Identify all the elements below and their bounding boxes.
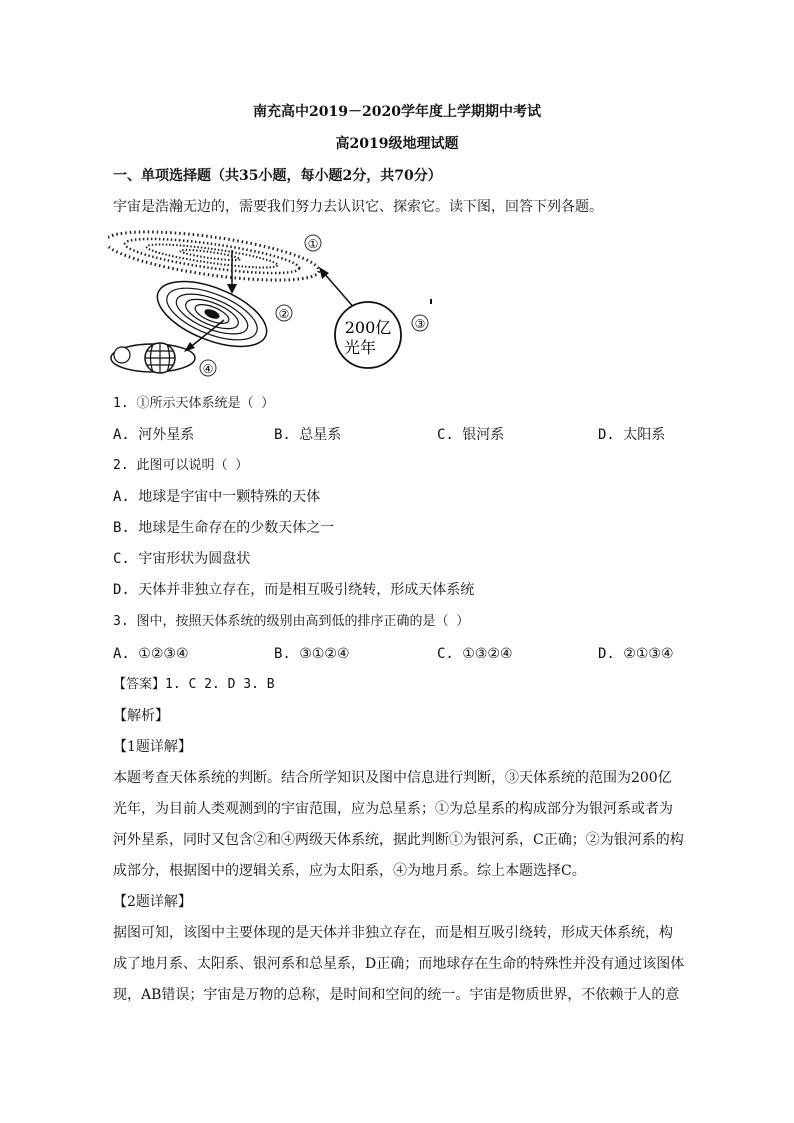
circle-text-line2: 光年: [343, 338, 377, 357]
analysis-label: 【解析】: [113, 708, 169, 724]
celestial-system-diagram: [108, 222, 438, 382]
q1-option-a: A. 河外星系: [113, 427, 195, 443]
q2-option-b: B. 地球是生命存在的少数天体之一: [113, 520, 335, 536]
q3-option-c: C. ①③②④: [437, 646, 513, 662]
detail-2-line-3: 现，AB错误；宇宙是万物的总称，是时间和空间的统一。宇宙是物质世界，不依赖于人的意: [113, 987, 680, 1003]
q1-option-c: C. 银河系: [437, 427, 505, 443]
q1-option-d: D. 太阳系: [598, 427, 666, 443]
detail-2-label: 【2题详解】: [113, 894, 192, 910]
detail-2-line-1: 据图可知，该图中主要体现的是天体并非独立存在，而是相互吸引绕转，形成天体系统，构: [113, 925, 673, 941]
label-1: ①: [307, 237, 319, 251]
q3-option-a: A. ①②③④: [113, 646, 189, 662]
circle-text-line1: 200亿: [344, 318, 392, 337]
label-2: ②: [278, 307, 290, 321]
detail-1-line-1: 本题考查天体系统的判断。结合所学知识及图中信息进行判断，③天体系统的范围为200亿: [113, 770, 672, 786]
detail-1-line-2: 光年，为目前人类观测到的宇宙范围，应为总星系；①为总星系的构成部分为银河系或者为: [113, 801, 673, 817]
question-3-stem: 3. 图中，按照天体系统的级别由高到低的排序正确的是（ ）: [113, 614, 470, 629]
answer-line: 【答案】1. C 2. D 3. B: [113, 677, 275, 692]
galaxy-ellipse: [108, 222, 322, 290]
q3-option-d: D. ②①③④: [598, 646, 674, 662]
q1-option-b: B. 总星系: [274, 427, 342, 443]
label-4: ④: [202, 362, 214, 376]
q2-option-a: A. 地球是宇宙中一颗特殊的天体: [113, 489, 321, 505]
q2-option-c: C. 宇宙形状为圆盘状: [113, 551, 251, 567]
question-2-stem: 2. 此图可以说明（ ）: [113, 458, 249, 473]
section-heading: 一、单项选择题（共35小题，每小题2分，共70分）: [113, 168, 442, 184]
label-3: ③: [414, 317, 426, 331]
detail-2-line-2: 成了地月系、太阳系、银河系和总星系，D正确；而地球存在生命的特殊性并没有通过该图体: [113, 956, 685, 972]
question-1-stem: 1. ①所示天体系统是（ ）: [113, 396, 275, 411]
q3-option-b: B. ③①②④: [274, 646, 350, 662]
q2-option-d: D. 天体并非独立存在，而是相互吸引绕转，形成天体系统: [113, 582, 475, 598]
earth-moon-system: [111, 343, 195, 373]
exam-title: 南充高中2019－2020学年度上学期期中考试: [253, 104, 541, 120]
detail-1-line-4: 成部分，根据图中的逻辑关系，应为太阳系，④为地月系。综上本题选择C。: [113, 863, 586, 879]
intro-text: 宇宙是浩瀚无边的，需要我们努力去认识它、探索它。读下图，回答下列各题。: [113, 199, 603, 215]
detail-1-line-3: 河外星系，同时又包含②和④两级天体系统，据此判断①为银河系，C正确；②为银河系的构: [113, 832, 684, 848]
exam-subtitle: 高2019级地理试题: [335, 136, 459, 152]
detail-1-label: 【1题详解】: [113, 739, 192, 755]
